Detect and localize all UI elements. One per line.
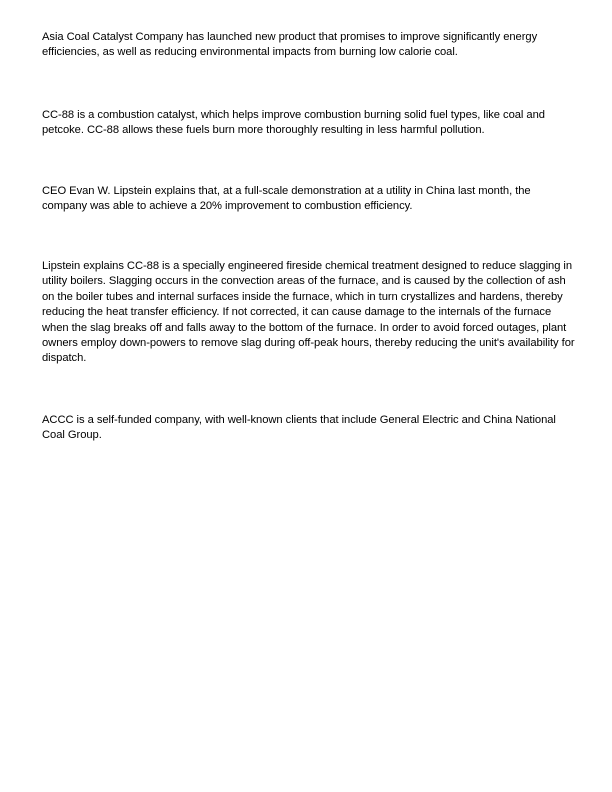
paragraph-intro: Asia Coal Catalyst Company has launched new product that promises to improve significantly energy efficiencies, as well as reducing environmental impacts from burning low calorie coal. — [42, 31, 538, 59]
paragraph-company-clients: ACCC is a self-funded company, with well-known clients that include General Electric and China National Coal Group. — [42, 414, 556, 442]
paragraph-slagging-explanation: Lipstein explains CC-88 is a specially engineered fireside chemical treatment designed to reduce slagging in utility boilers. Slagging occurs in the convection areas of the furnace, and is caused by the collection of ash on the boiler tubes and internal surfaces inside the furnace, which in turn crystallizes and hardens, thereby reducing the heat transfer efficiency. If not corrected, it can cause damage to the internals of the furnace when the slag breaks off and falls away to the bottom of the furnace. In order to avoid forced outages, plant owners employ down-powers to remove slag during off-peak hours, thereby reducing the unit's availability for dispatch. — [42, 260, 575, 365]
paragraph-cc88-description: CC-88 is a combustion catalyst, which helps improve combustion burning solid fuel types, like coal and petcoke. CC-88 allows these fuels burn more thoroughly resulting in less harmful pollution. — [42, 109, 545, 137]
paragraph-ceo-statement: CEO Evan W. Lipstein explains that, at a full-scale demonstration at a utility in China last month, the company was able to achieve a 20% improvement to combustion efficiency. — [42, 185, 531, 213]
